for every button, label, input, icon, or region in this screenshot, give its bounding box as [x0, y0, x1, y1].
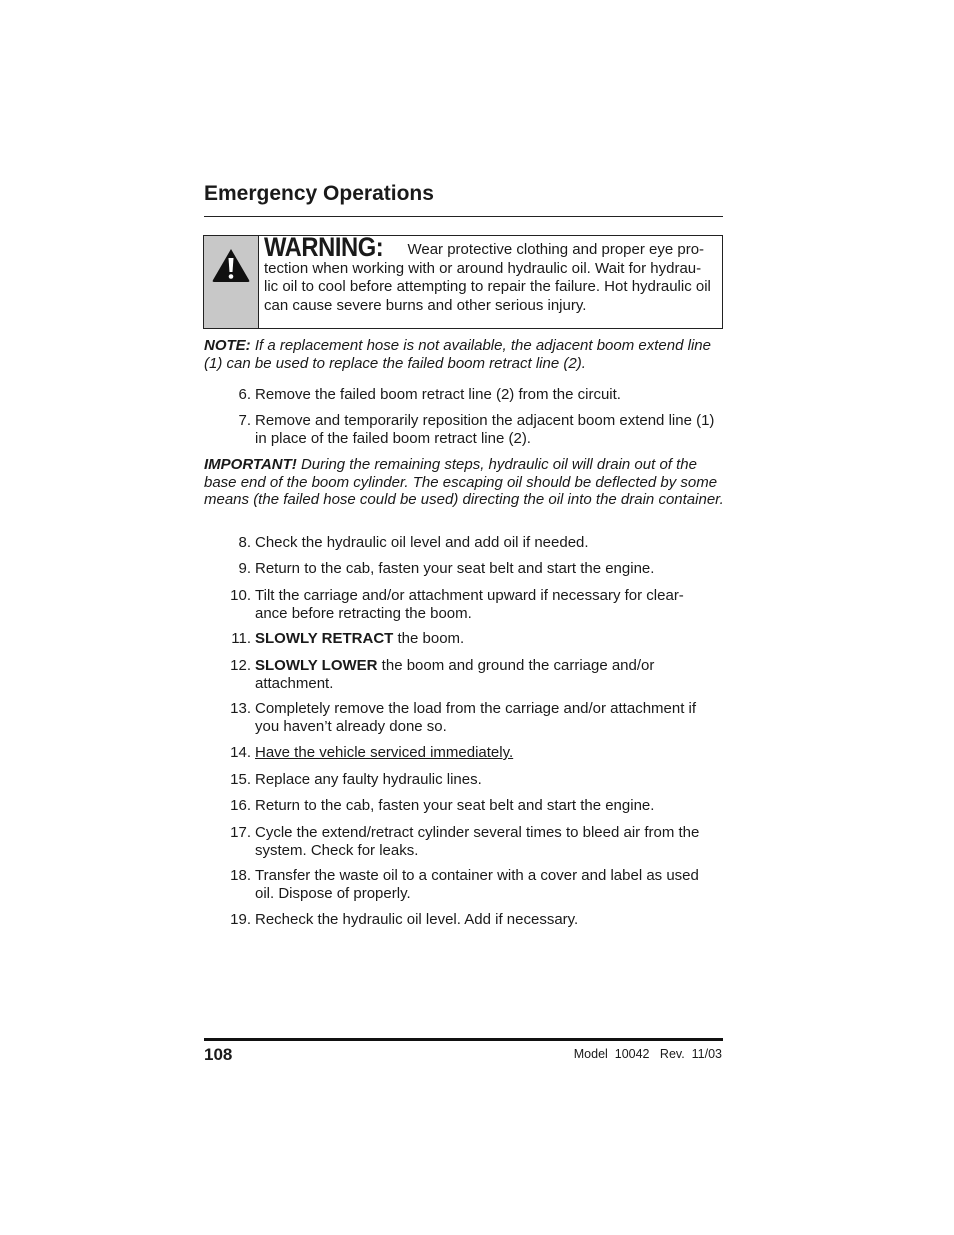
- step-number: 17.: [230, 824, 251, 841]
- list-item: [204, 771, 724, 789]
- step-number: 14.: [230, 744, 251, 761]
- list-item: [204, 534, 724, 552]
- list-item: [204, 797, 724, 815]
- step-number: 6.: [238, 386, 251, 403]
- step-text: [255, 630, 724, 648]
- warning-triangle-icon: [211, 247, 251, 283]
- list-item: [204, 412, 724, 447]
- step-text: Cycle the extend/retract cylinder several times to bleed air from the system. Check for leaks.: [255, 824, 700, 859]
- note-paragraph: [204, 337, 724, 372]
- step-emphasis: SLOWLY RETRACT: [255, 630, 394, 647]
- step-number: 19.: [230, 911, 251, 928]
- step-number: 12.: [230, 657, 251, 674]
- warning-icon-cell: [204, 236, 259, 328]
- important-label: IMPORTANT!: [204, 456, 297, 473]
- step-number: 7.: [238, 412, 251, 429]
- step-text: Completely remove the load from the carriage and/or attachment if you haven’t already done so.: [255, 700, 697, 735]
- step-number: 15.: [230, 771, 251, 788]
- list-item: [204, 587, 724, 622]
- step-number: 16.: [230, 797, 251, 814]
- list-item: [204, 867, 724, 902]
- step-text: Tilt the carriage and/or attachment upward if necessary for clear- ance before retracting the boom.: [255, 587, 684, 622]
- model-revision: Model 10042 Rev. 11/03: [573, 1047, 722, 1061]
- list-item: [204, 824, 724, 859]
- step-text: Remove and temporarily reposition the adjacent boom extend line (1) in place of the failed boom retract line (2).: [255, 412, 715, 447]
- warning-label: WARNING:: [264, 232, 384, 262]
- step-text-rest: the boom and ground the carriage and/or attachment.: [255, 657, 655, 692]
- warning-text: [259, 232, 722, 328]
- step-text-rest: the boom.: [393, 630, 465, 647]
- note-text: If a replacement hose is not available, the adjacent boom extend line (1) can be used to replace the failed boom retract line (2).: [204, 337, 711, 372]
- note-label: NOTE:: [204, 337, 251, 354]
- step-text: [255, 744, 724, 762]
- step-text-underlined: Have the vehicle serviced immediately.: [255, 744, 514, 761]
- step-text: Replace any faulty hydraulic lines.: [255, 771, 482, 788]
- step-number: 18.: [230, 867, 251, 884]
- list-item: [204, 630, 724, 648]
- warning-lead-text: Wear protective clothing and proper eye pro-: [407, 241, 705, 258]
- warning-body-text: tection when working with or around hydraulic oil. Wait for hydrau- lic oil to cool before attempting to repair the failure. Hot hydraulic oil can cause severe burns and other serious injury.: [264, 259, 711, 314]
- warning-box: [203, 232, 723, 329]
- list-item: [204, 657, 724, 692]
- step-text: Return to the cab, fasten your seat belt and start the engine.: [255, 797, 655, 814]
- step-text: Return to the cab, fasten your seat belt and start the engine.: [255, 560, 655, 577]
- list-item: [204, 386, 724, 404]
- footer-divider: [204, 1038, 723, 1041]
- list-item: [204, 744, 724, 762]
- step-number: 8.: [238, 534, 251, 551]
- step-text: Check the hydraulic oil level and add oil if needed.: [255, 534, 589, 551]
- important-paragraph: [204, 456, 724, 509]
- step-number: 9.: [238, 560, 251, 577]
- step-text: Transfer the waste oil to a container with a cover and label as used oil. Dispose of properly.: [255, 867, 699, 902]
- step-number: 13.: [230, 700, 251, 717]
- important-text: During the remaining steps, hydraulic oil will drain out of the base end of the boom cylinder. The escaping oil should be deflected by some means (the failed hose could be used) directing the oil into the drain container.: [204, 456, 724, 508]
- list-item: [204, 911, 724, 929]
- step-emphasis: SLOWLY LOWER: [255, 657, 378, 674]
- list-item: [204, 700, 724, 735]
- page-number: 108: [204, 1045, 233, 1064]
- step-number: 11.: [231, 630, 251, 647]
- step-number: 10.: [230, 587, 251, 604]
- page-title: Emergency Operations: [204, 182, 434, 205]
- title-divider: [204, 216, 723, 217]
- step-text: Remove the failed boom retract line (2) from the circuit.: [255, 386, 621, 403]
- step-text: Recheck the hydraulic oil level. Add if necessary.: [255, 911, 579, 928]
- list-item: [204, 560, 724, 578]
- step-text: [255, 657, 724, 692]
